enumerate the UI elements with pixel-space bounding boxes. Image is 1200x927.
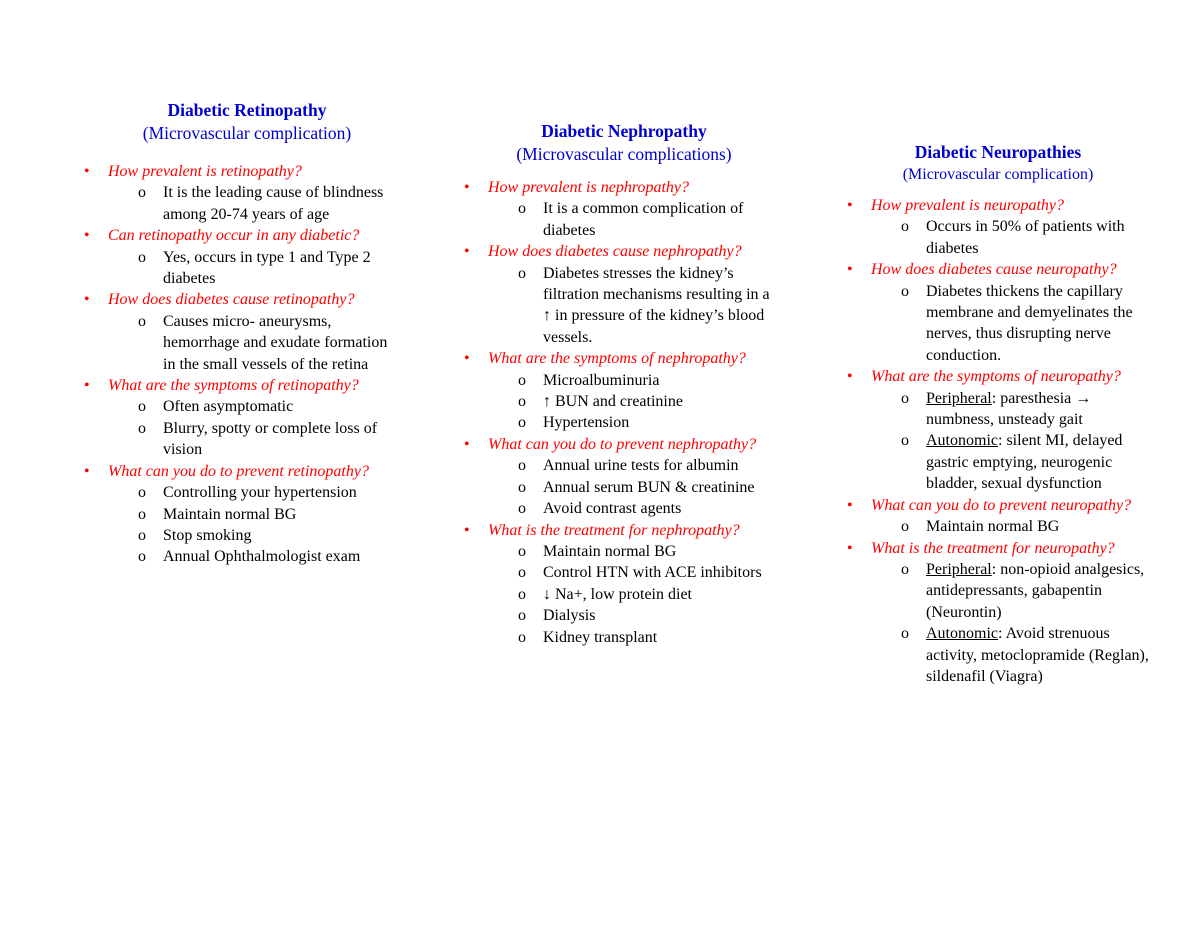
answer-list	[488, 541, 780, 648]
bullet-icon: •	[464, 521, 470, 539]
circle-marker-icon: o	[518, 628, 526, 646]
answer-text: Controlling your hypertension	[163, 484, 357, 502]
answer-text: : Avoid strenuous activity, metoclopramide (Reglan), sildenafil (Viagra)	[926, 625, 1149, 685]
answer-item	[108, 182, 390, 225]
answer-label: Autonomic	[926, 432, 998, 450]
answer-text: : non-opioid analgesics, antidepressants, gabapentin (Neurontin)	[926, 560, 1145, 621]
question-list	[460, 177, 780, 648]
column-title: Diabetic Nephropathy	[541, 121, 707, 141]
circle-marker-icon: o	[138, 419, 146, 437]
question-text: What can you do to prevent neuropathy?	[871, 496, 1132, 514]
answer-text: ↓ Na+, low protein diet	[543, 585, 692, 603]
answer-text: Stop smoking	[163, 526, 252, 544]
circle-marker-icon: o	[138, 184, 146, 202]
circle-marker-icon: o	[901, 282, 909, 300]
question-text: What is the treatment for neuropathy?	[871, 539, 1115, 557]
column-2	[460, 120, 780, 648]
bullet-icon: •	[847, 368, 853, 386]
answer-list	[871, 559, 1163, 687]
circle-marker-icon: o	[901, 432, 909, 450]
question-item	[843, 366, 1163, 494]
column-subtitle: (Microvascular complication)	[902, 166, 1094, 183]
answer-text: Occurs in 50% of patients with diabetes	[926, 218, 1125, 257]
question-item	[80, 225, 390, 289]
column-subtitle: (Microvascular complication)	[142, 123, 352, 143]
answer-text: It is a common complication of diabetes	[543, 200, 744, 239]
circle-marker-icon: o	[518, 457, 526, 475]
bullet-icon: •	[464, 435, 470, 453]
circle-marker-icon: o	[518, 478, 526, 496]
circle-marker-icon: o	[138, 548, 146, 566]
question-item	[460, 348, 780, 434]
answer-item	[488, 370, 780, 391]
answer-item	[488, 584, 780, 605]
answer-text: : silent MI, delayed gastric emptying, neurogenic bladder, sexual dysfunction	[926, 432, 1123, 493]
answer-list	[871, 216, 1163, 259]
answer-text: Hypertension	[543, 414, 630, 432]
question-text: How does diabetes cause nephropathy?	[488, 243, 742, 261]
answer-text: Dialysis	[543, 607, 596, 625]
answer-list	[108, 396, 390, 460]
question-list	[843, 195, 1163, 687]
answer-list	[108, 182, 390, 225]
answer-text: Maintain normal BG	[926, 518, 1060, 536]
circle-marker-icon: o	[138, 398, 146, 416]
question-item	[843, 195, 1163, 259]
bullet-icon: •	[847, 261, 853, 279]
answer-text: Yes, occurs in type 1 and Type 2 diabetes	[163, 248, 371, 288]
circle-marker-icon: o	[138, 484, 146, 502]
answer-item	[871, 559, 1163, 623]
question-item	[460, 434, 780, 520]
answer-item	[488, 391, 780, 412]
question-item	[80, 375, 390, 461]
answer-item	[108, 525, 390, 546]
answer-item	[488, 198, 780, 241]
circle-marker-icon: o	[901, 560, 909, 578]
circle-marker-icon: o	[901, 518, 909, 536]
question-item	[843, 538, 1163, 688]
bullet-icon: •	[464, 350, 470, 368]
answer-item	[108, 546, 390, 567]
circle-marker-icon: o	[518, 414, 526, 432]
question-text: What can you do to prevent nephropathy?	[488, 435, 757, 453]
question-list	[80, 161, 390, 568]
answer-list	[871, 516, 1163, 537]
answer-list	[108, 247, 390, 290]
answer-item	[871, 388, 1163, 431]
question-item	[843, 259, 1163, 366]
answer-list	[488, 455, 780, 519]
bullet-icon: •	[464, 243, 470, 261]
circle-marker-icon: o	[901, 389, 909, 407]
circle-marker-icon: o	[138, 312, 146, 330]
answer-item	[488, 412, 780, 433]
question-text: How prevalent is nephropathy?	[488, 179, 690, 196]
question-text: How prevalent is retinopathy?	[108, 163, 302, 180]
answer-text: Microalbuminuria	[543, 371, 660, 389]
answer-text: Kidney transplant	[543, 628, 658, 646]
answer-item	[108, 482, 390, 503]
answer-list	[488, 263, 780, 349]
circle-marker-icon: o	[518, 371, 526, 389]
answer-label: Peripheral	[926, 389, 992, 407]
answer-item	[108, 311, 390, 375]
circle-marker-icon: o	[518, 585, 526, 603]
answer-item	[871, 623, 1163, 687]
circle-marker-icon: o	[518, 393, 526, 411]
column-subtitle: (Microvascular complications)	[516, 144, 732, 164]
bullet-icon: •	[84, 462, 90, 480]
question-item	[80, 289, 390, 375]
column-title: Diabetic Retinopathy	[167, 100, 327, 120]
circle-marker-icon: o	[518, 564, 526, 582]
answer-item	[488, 477, 780, 498]
answer-text: Diabetes thickens the capillary membrane and demyelinates the nerves, thus disrupting nerve conduction.	[926, 282, 1133, 364]
answer-item	[488, 455, 780, 476]
answer-list	[871, 388, 1163, 495]
bullet-icon: •	[84, 227, 90, 245]
answer-list	[108, 482, 390, 568]
answer-list	[488, 370, 780, 434]
circle-marker-icon: o	[901, 218, 909, 236]
answer-list	[488, 198, 780, 241]
answer-text: : paresthesia → numbness, unsteady gait	[926, 389, 1092, 429]
answer-label: Autonomic	[926, 625, 998, 643]
answer-text: Causes micro- aneurysms, hemorrhage and exudate formation in the small vessels of the retina	[163, 312, 388, 373]
answer-text: ↑ BUN and creatinine	[543, 393, 683, 411]
question-text: What is the treatment for nephropathy?	[488, 521, 740, 539]
answer-item	[871, 430, 1163, 494]
question-text: How does diabetes cause neuropathy?	[871, 261, 1117, 279]
answer-text: Control HTN with ACE inhibitors	[543, 564, 762, 582]
answer-text: Annual urine tests for albumin	[543, 457, 739, 475]
column-1	[80, 99, 390, 568]
bullet-icon: •	[847, 197, 853, 214]
question-text: Can retinopathy occur in any diabetic?	[108, 227, 360, 245]
question-item	[460, 241, 780, 348]
answer-text: Annual serum BUN & creatinine	[543, 478, 755, 496]
answer-item	[488, 562, 780, 583]
bullet-icon: •	[84, 163, 90, 180]
column-header	[843, 141, 1163, 185]
question-text: What can you do to prevent retinopathy?	[108, 462, 369, 480]
question-item	[460, 177, 780, 241]
answer-text: Maintain normal BG	[163, 505, 297, 523]
question-item	[460, 520, 780, 648]
answer-list	[108, 311, 390, 375]
bullet-icon: •	[84, 377, 90, 395]
question-text: How prevalent is neuropathy?	[871, 197, 1065, 214]
circle-marker-icon: o	[518, 500, 526, 518]
column-header	[460, 120, 780, 166]
answer-text: Avoid contrast agents	[543, 500, 682, 518]
answer-label: Peripheral	[926, 560, 992, 578]
bullet-icon: •	[464, 179, 470, 196]
column-title: Diabetic Neuropathies	[914, 142, 1082, 162]
answer-item	[488, 605, 780, 626]
question-text: What are the symptoms of retinopathy?	[108, 377, 359, 395]
question-item	[80, 161, 390, 225]
circle-marker-icon: o	[518, 607, 526, 625]
circle-marker-icon: o	[518, 200, 526, 218]
answer-item	[108, 396, 390, 417]
circle-marker-icon: o	[138, 526, 146, 544]
answer-text: Blurry, spotty or complete loss of vision	[163, 419, 378, 459]
answer-item	[488, 263, 780, 349]
answer-item	[871, 216, 1163, 259]
answer-text: Annual Ophthalmologist exam	[163, 548, 361, 566]
question-text: How does diabetes cause retinopathy?	[108, 291, 355, 309]
answer-text: Maintain normal BG	[543, 542, 677, 560]
answer-item	[488, 627, 780, 648]
answer-item	[871, 516, 1163, 537]
column-3	[843, 141, 1163, 687]
answer-text: It is the leading cause of blindness among 20-74 years of age	[163, 184, 384, 223]
answer-item	[488, 541, 780, 562]
answer-item	[108, 504, 390, 525]
answer-item	[108, 247, 390, 290]
bullet-icon: •	[847, 539, 853, 557]
circle-marker-icon: o	[518, 542, 526, 560]
bullet-icon: •	[847, 496, 853, 514]
bullet-icon: •	[84, 291, 90, 309]
answer-list	[871, 281, 1163, 367]
answer-text: Often asymptomatic	[163, 398, 294, 416]
question-item	[843, 495, 1163, 538]
column-header	[80, 99, 390, 145]
circle-marker-icon: o	[901, 625, 909, 643]
answer-item	[488, 498, 780, 519]
answer-text: Diabetes stresses the kidney’s filtration mechanisms resulting in a ↑ in pressure of the kidney’s blood vessels.	[543, 264, 770, 346]
circle-marker-icon: o	[138, 505, 146, 523]
answer-item	[871, 281, 1163, 367]
question-item	[80, 461, 390, 568]
circle-marker-icon: o	[518, 264, 526, 282]
circle-marker-icon: o	[138, 248, 146, 266]
question-text: What are the symptoms of nephropathy?	[488, 350, 746, 368]
question-text: What are the symptoms of neuropathy?	[871, 368, 1121, 386]
answer-item	[108, 418, 390, 461]
